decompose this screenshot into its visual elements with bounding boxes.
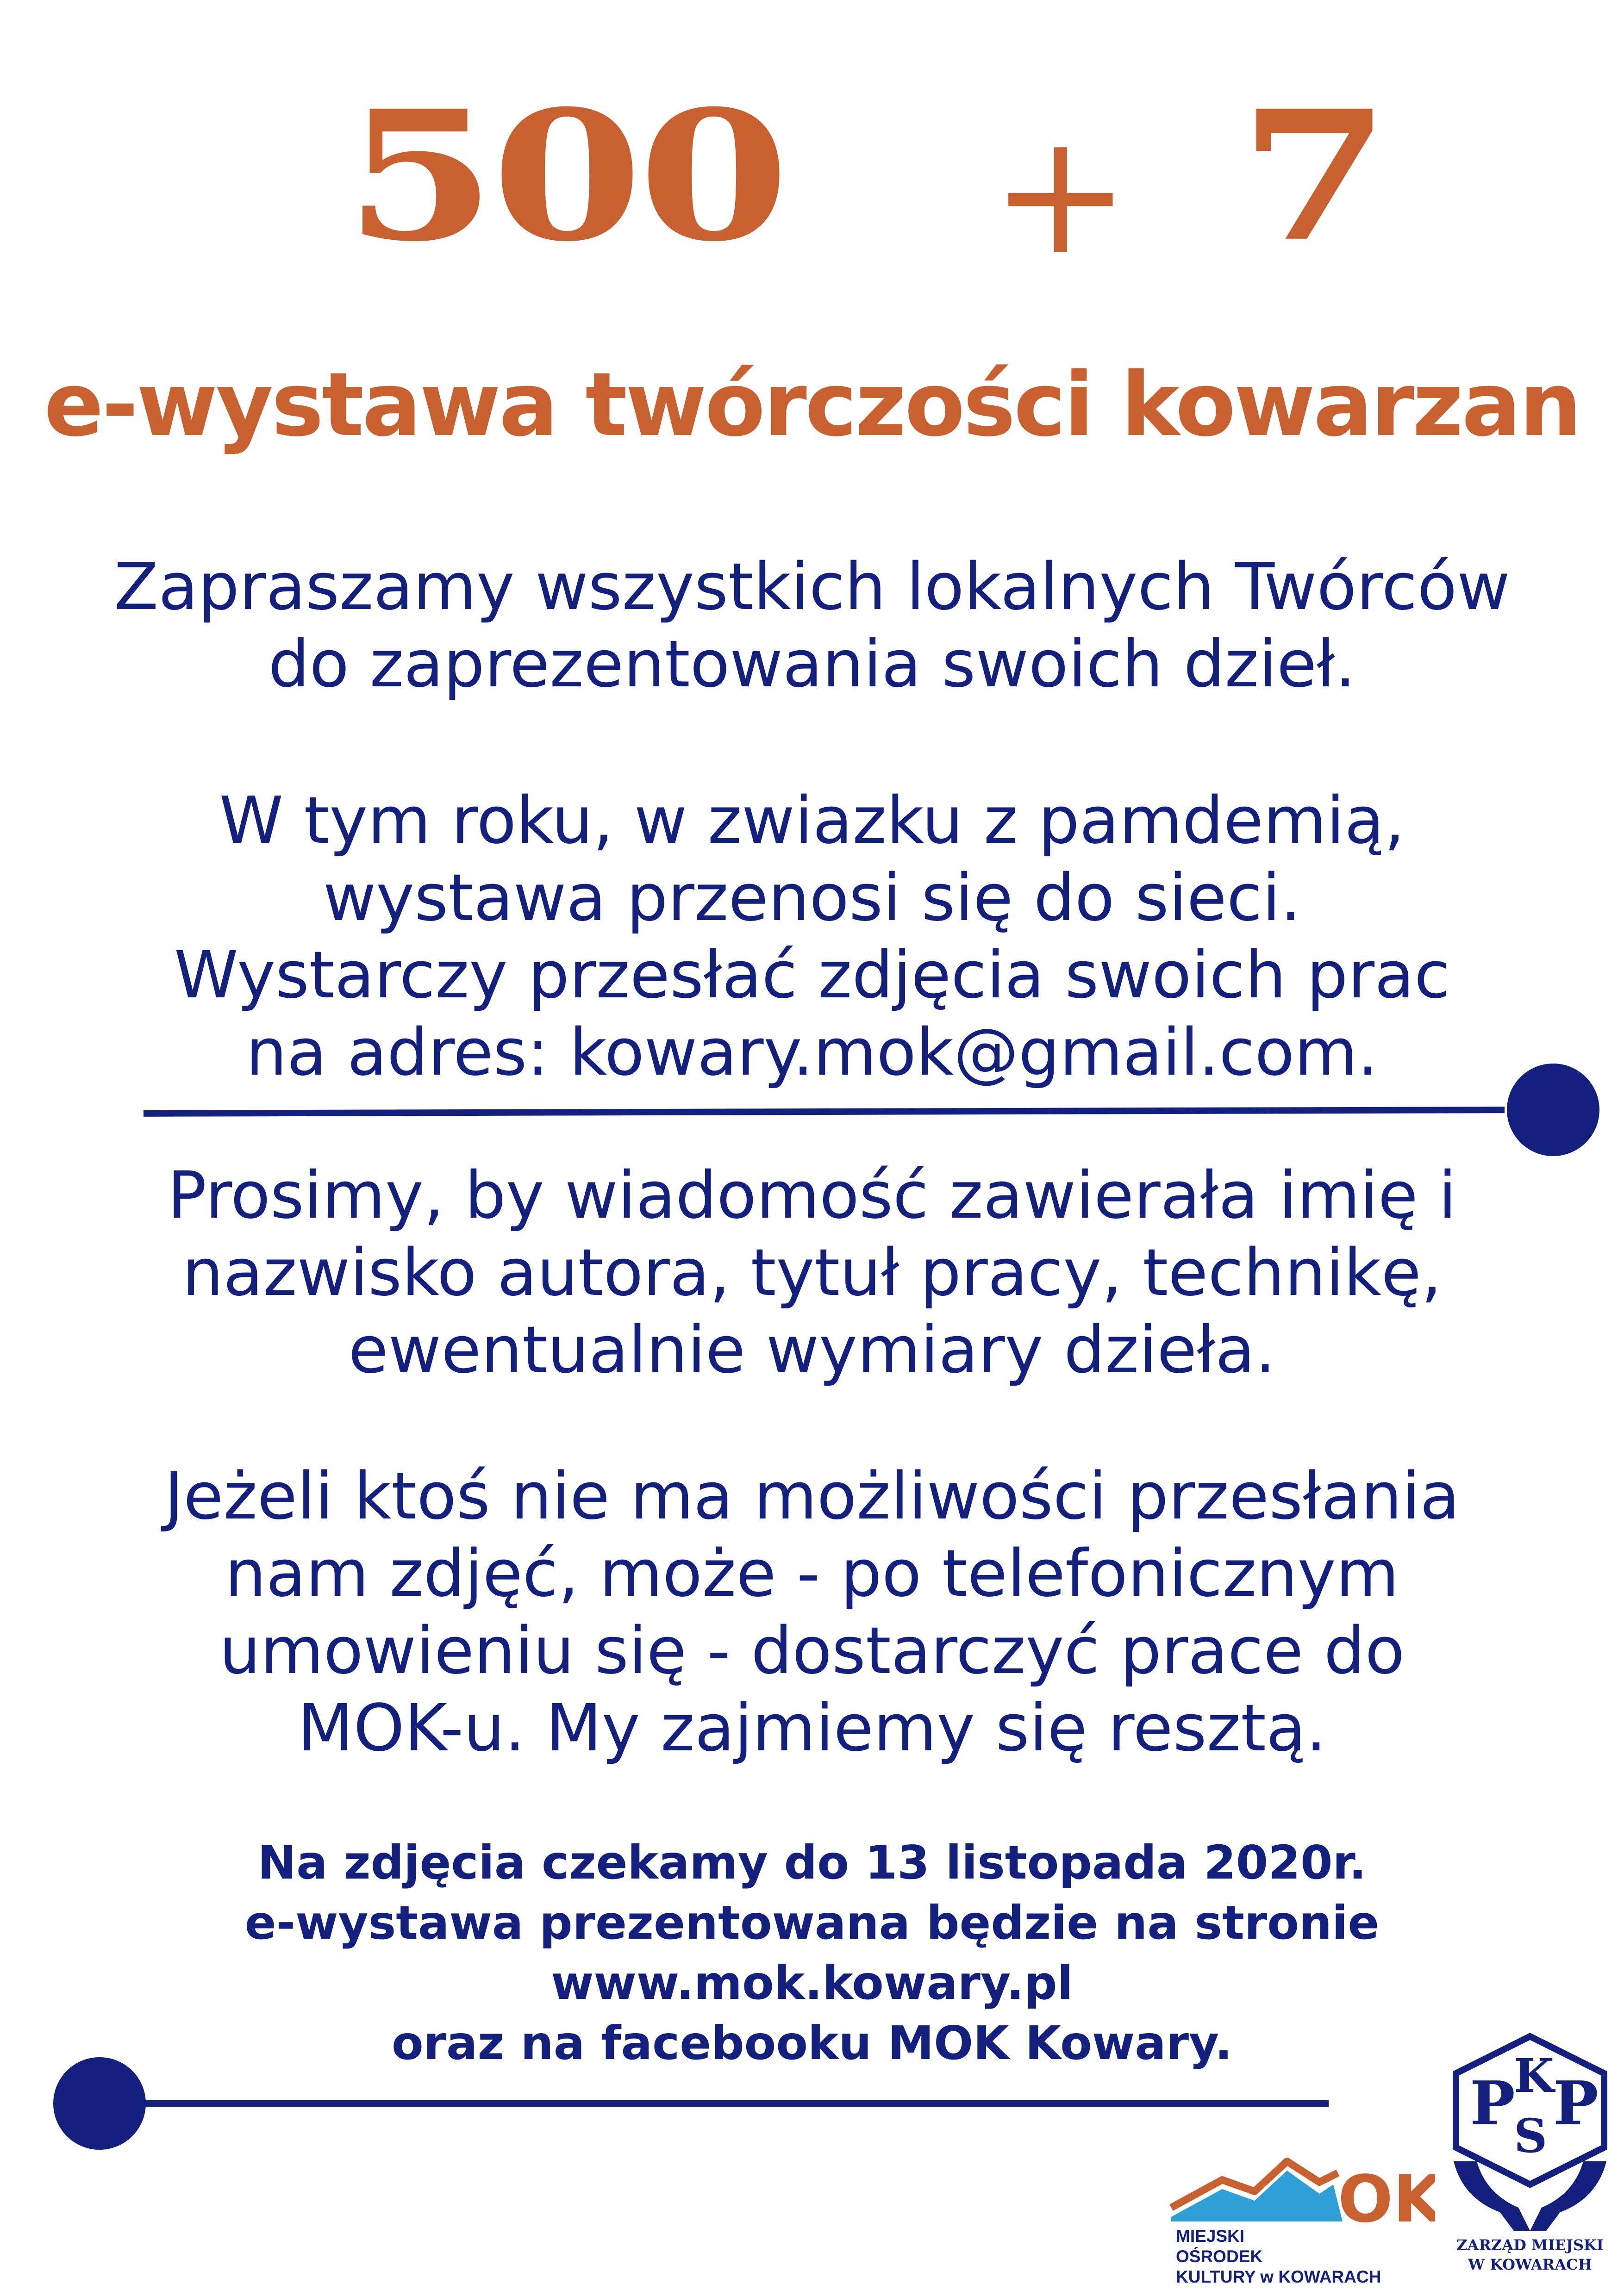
pksp-letter-k: K [1514, 2048, 1554, 2103]
pksp-text-line: ZARZĄD MIEJSKI [1456, 2236, 1604, 2254]
divider-line-1 [144, 1107, 1505, 1117]
deadline-info [93, 1833, 1531, 2073]
headline-plus: + [991, 97, 1131, 291]
website-link[interactable]: www.mok.kowary.pl [551, 1956, 1073, 2010]
text-line: Prosimy, by wiadomość zawierała imię i [167, 1158, 1457, 1233]
headline [0, 71, 1624, 310]
text-line: MOK-u. My zajmiemy się resztą. [297, 1691, 1327, 1766]
paragraph-message-info [93, 1157, 1531, 1389]
headline-500: 500 [344, 71, 785, 281]
text-line: Na zdjęcia czekamy do 13 listopada 2020r. [257, 1836, 1367, 1890]
divider-dot-2 [53, 2057, 146, 2150]
pksp-letter-p1: P [1470, 2068, 1515, 2139]
text-line: W tym roku, w zwiazku z pamdemią, [219, 783, 1405, 859]
subtitle: e-wystawa twórczości kowarzan [44, 354, 1580, 456]
mok-text-line: OŚRODEK [1176, 2247, 1263, 2266]
mok-logo [1167, 2157, 1435, 2296]
pksp-emblem-icon [1444, 2032, 1616, 2235]
pksp-logo [1444, 2032, 1616, 2291]
text-line: ewentualnie wymiary dzieła. [348, 1313, 1276, 1388]
pksp-letter-s: S [1514, 2109, 1548, 2163]
text-line: e-wystawa prezentowana będzie na stronie [244, 1896, 1380, 1950]
paragraph-invitation [93, 548, 1531, 703]
text-line: nazwisko autora, tytuł pracy, technikę, [182, 1235, 1442, 1311]
mok-text-line: MIEJSKI [1176, 2227, 1245, 2246]
text-line: Zapraszamy wszystkich lokalnych Twórców [114, 549, 1510, 625]
text-line: na adres: kowary.mok@gmail.com. [246, 1015, 1378, 1090]
pksp-letter-p2: P [1553, 2068, 1599, 2139]
mok-logo-letters: OK [1338, 2162, 1435, 2231]
paragraph-online [93, 782, 1531, 1091]
mountain-icon [1167, 2157, 1435, 2231]
text-line: Wystarczy przesłać zdjęcia swoich prac [174, 938, 1450, 1013]
text-line: do zaprezentowania swoich dzieł. [268, 627, 1356, 702]
text-line: wystawa przenosi się do sieci. [323, 860, 1301, 936]
text-line: Jeżeli ktoś nie ma możliwości przesłania [164, 1459, 1460, 1534]
mok-text-line: KULTURY w KOWARACH [1176, 2267, 1381, 2286]
divider-line-2 [144, 2100, 1329, 2107]
pksp-logo-text [1444, 2235, 1616, 2274]
text-line: nam zdjęć, może - po telefonicznym [225, 1536, 1399, 1612]
text-line: oraz na facebooku MOK Kowary. [391, 2016, 1232, 2070]
mok-logo-text [1176, 2226, 1435, 2287]
paragraph-delivery [93, 1458, 1531, 1767]
text-line: umowieniu się - dostarczyć prace do [219, 1613, 1405, 1689]
divider-dot-1 [1507, 1064, 1599, 1156]
pksp-text-line: W KOWARACH [1468, 2256, 1592, 2273]
headline-7: 7 [1239, 71, 1391, 281]
